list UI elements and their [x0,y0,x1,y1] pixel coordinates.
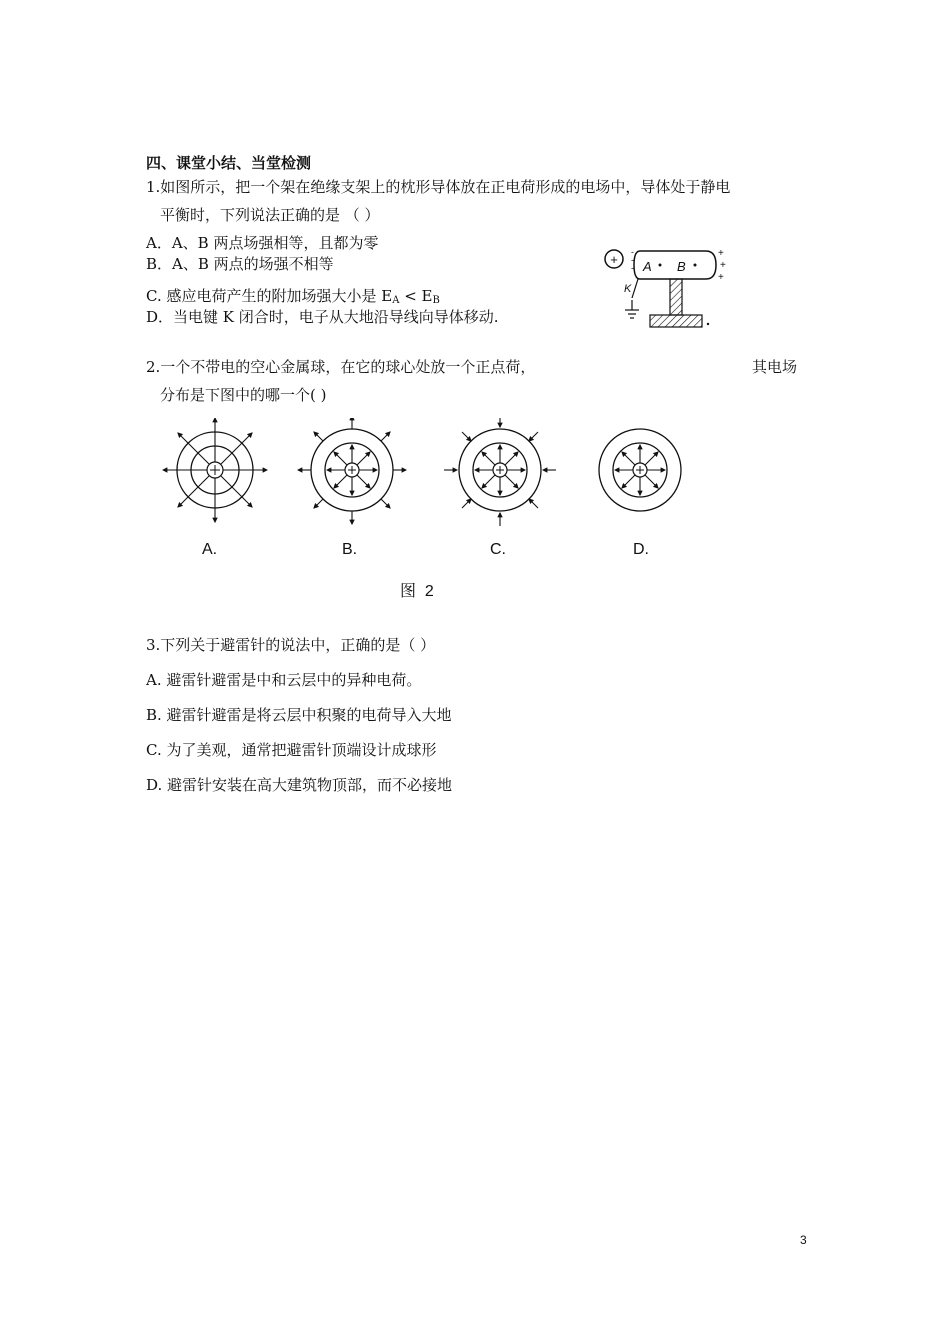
svg-text:-: - [631,255,634,265]
q3-stem: 3.下列关于避雷针的说法中，正确的是（ ） [146,636,436,654]
svg-text:-: - [631,247,634,257]
point-a-label: A [643,259,652,274]
q2-stem-line1-left: 2.一个不带电的空心金属球，在它的球心处放一个正点荷， [146,358,536,376]
field-option-b [298,418,406,558]
q3-option-b: B. 避雷针避雷是将云层中积聚的电荷导入大地 [146,706,452,724]
field-option-d [599,429,681,558]
q1-stem-line2: 平衡时，下列说法正确的是 （ ） [160,206,380,224]
q2-stem-line2: 分布是下图中的哪一个( ) [160,386,327,404]
q1-option-a: A．A、B 两点场强相等，且都为零 [146,234,379,252]
figure-caption: 图 2 [400,583,434,600]
q1-stem-line1: 1.如图所示，把一个架在绝缘支架上的枕形导体放在正电荷形成的电场中，导体处于静电 [146,178,731,196]
switch-k [632,279,638,298]
q2-field-figures [150,418,710,604]
svg-text:+: + [718,248,724,259]
q1-option-b: B．A、B 两点的场强不相等 [146,255,334,273]
point-b-dot [694,264,697,267]
page-number: 3 [800,1233,807,1247]
point-charge-plus: + [610,252,618,267]
switch-k-label: K [624,283,632,295]
svg-text:+: + [718,272,724,283]
field-option-a [163,418,267,558]
field-option-c [444,418,556,558]
svg-text:+: + [720,260,726,271]
label-b: B. [342,541,358,558]
point-a-dot [659,264,662,267]
q3-option-a: A. 避雷针避雷是中和云层中的异种电荷。 [146,671,422,689]
svg-text:-: - [631,263,634,273]
section-title: 四、课堂小结、当堂检测 [146,154,312,172]
q1-option-d: D．当电键 K 闭合时，电子从大地沿导线向导体移动. [146,308,499,326]
q1-option-c-mid: < E [399,287,433,305]
q3-option-c: C. 为了美观，通常把避雷针顶端设计成球形 [146,741,437,759]
label-c: C. [490,541,506,558]
point-b-label: B [677,259,686,274]
label-a: A. [202,541,218,558]
q1-option-c-sub-b: B [432,295,440,306]
label-d: D. [633,541,649,558]
q1-conductor-figure [600,236,730,336]
stand-base [650,315,702,327]
q2-stem-line1-right: 其电场 [752,358,798,376]
q3-option-d: D. 避雷针安装在高大建筑物顶部，而不必接地 [146,776,453,794]
insulating-stand [670,279,682,315]
q1-option-c-sub-a: A [392,295,400,306]
q1-option-c-prefix: C. 感应电荷产生的附加场强大小是 E [146,287,393,305]
